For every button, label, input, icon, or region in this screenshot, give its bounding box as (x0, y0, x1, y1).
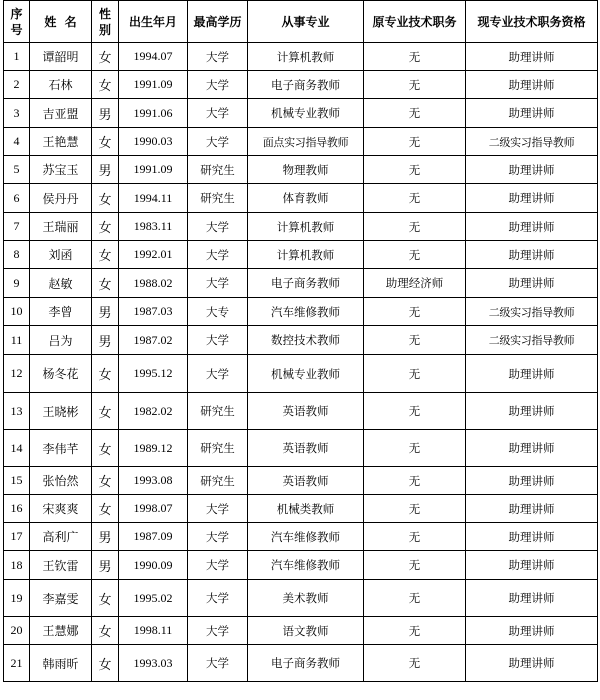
cell-name: 王艳慧 (30, 128, 92, 156)
cell-gender: 女 (92, 71, 119, 99)
cell-major: 机械专业教师 (248, 99, 364, 128)
cell-original-title: 无 (364, 580, 466, 617)
cell-education: 大学 (188, 523, 248, 551)
table-row (4, 580, 598, 617)
cell-education: 大学 (188, 269, 248, 298)
header-seq: 序 号 (4, 1, 30, 43)
cell-name: 吉亚盟 (30, 99, 92, 128)
cell-education: 研究生 (188, 156, 248, 184)
cell-birth: 1987.09 (119, 523, 188, 551)
cell-major: 电子商务教师 (248, 269, 364, 298)
cell-original-title: 无 (364, 495, 466, 523)
cell-name: 吕为 (30, 326, 92, 355)
cell-name: 杨冬花 (30, 355, 92, 393)
cell-original-title: 无 (364, 298, 466, 326)
cell-seq: 1 (4, 43, 30, 71)
cell-birth: 1988.02 (119, 269, 188, 298)
cell-birth: 1993.03 (119, 645, 188, 682)
cell-education: 大学 (188, 551, 248, 580)
cell-birth: 1994.11 (119, 184, 188, 213)
cell-gender: 女 (92, 430, 119, 467)
cell-gender: 女 (92, 241, 119, 269)
table-row (4, 430, 598, 467)
cell-major: 汽车维修教师 (248, 551, 364, 580)
cell-seq: 9 (4, 269, 30, 298)
table-row (4, 326, 598, 355)
table-body (4, 43, 598, 682)
cell-major: 计算机教师 (248, 241, 364, 269)
cell-current-title: 助理讲师 (466, 551, 598, 580)
cell-gender: 女 (92, 213, 119, 241)
cell-seq: 4 (4, 128, 30, 156)
cell-gender: 男 (92, 523, 119, 551)
table-row (4, 99, 598, 128)
cell-birth: 1991.06 (119, 99, 188, 128)
cell-gender: 女 (92, 467, 119, 495)
cell-original-title: 无 (364, 645, 466, 682)
cell-seq: 16 (4, 495, 30, 523)
header-current-title: 现专业技术职务资格 (466, 1, 598, 43)
cell-original-title: 无 (364, 467, 466, 495)
cell-name: 刘函 (30, 241, 92, 269)
cell-education: 大学 (188, 617, 248, 645)
cell-major: 语文教师 (248, 617, 364, 645)
cell-seq: 10 (4, 298, 30, 326)
cell-major: 计算机教师 (248, 213, 364, 241)
cell-seq: 19 (4, 580, 30, 617)
cell-original-title: 无 (364, 326, 466, 355)
cell-seq: 17 (4, 523, 30, 551)
cell-name: 王钦雷 (30, 551, 92, 580)
cell-current-title: 助理讲师 (466, 580, 598, 617)
cell-major: 机械类教师 (248, 495, 364, 523)
cell-education: 大学 (188, 71, 248, 99)
cell-gender: 女 (92, 355, 119, 393)
cell-current-title: 助理讲师 (466, 355, 598, 393)
cell-current-title: 助理讲师 (466, 184, 598, 213)
cell-seq: 5 (4, 156, 30, 184)
cell-education: 大学 (188, 326, 248, 355)
header-original-title: 原专业技术职务 (364, 1, 466, 43)
cell-birth: 1998.11 (119, 617, 188, 645)
cell-birth: 1991.09 (119, 156, 188, 184)
cell-current-title: 二级实习指导教师 (466, 298, 598, 326)
cell-name: 宋爽爽 (30, 495, 92, 523)
cell-original-title: 助理经济师 (364, 269, 466, 298)
cell-education: 大学 (188, 43, 248, 71)
cell-birth: 1992.01 (119, 241, 188, 269)
cell-seq: 12 (4, 355, 30, 393)
cell-current-title: 助理讲师 (466, 269, 598, 298)
cell-name: 王晓彬 (30, 393, 92, 430)
cell-original-title: 无 (364, 430, 466, 467)
header-row (4, 1, 598, 43)
cell-birth: 1995.12 (119, 355, 188, 393)
cell-current-title: 助理讲师 (466, 523, 598, 551)
cell-education: 大学 (188, 645, 248, 682)
cell-gender: 女 (92, 269, 119, 298)
table-row (4, 269, 598, 298)
cell-name: 韩雨昕 (30, 645, 92, 682)
cell-birth: 1987.02 (119, 326, 188, 355)
cell-gender: 男 (92, 326, 119, 355)
cell-education: 大学 (188, 580, 248, 617)
table-row (4, 213, 598, 241)
cell-education: 研究生 (188, 184, 248, 213)
cell-current-title: 助理讲师 (466, 467, 598, 495)
cell-birth: 1998.07 (119, 495, 188, 523)
cell-birth: 1995.02 (119, 580, 188, 617)
cell-seq: 2 (4, 71, 30, 99)
cell-name: 王慧娜 (30, 617, 92, 645)
cell-major: 美术教师 (248, 580, 364, 617)
cell-major: 汽车维修教师 (248, 523, 364, 551)
cell-name: 赵敏 (30, 269, 92, 298)
cell-current-title: 助理讲师 (466, 71, 598, 99)
cell-gender: 男 (92, 156, 119, 184)
cell-current-title: 二级实习指导教师 (466, 128, 598, 156)
cell-name: 李伟芊 (30, 430, 92, 467)
cell-gender: 女 (92, 617, 119, 645)
cell-major: 面点实习指导教师 (248, 128, 364, 156)
cell-original-title: 无 (364, 393, 466, 430)
table-row (4, 298, 598, 326)
cell-gender: 女 (92, 495, 119, 523)
cell-original-title: 无 (364, 156, 466, 184)
cell-major: 英语教师 (248, 467, 364, 495)
header-major: 从事专业 (248, 1, 364, 43)
cell-gender: 女 (92, 43, 119, 71)
cell-birth: 1990.09 (119, 551, 188, 580)
cell-birth: 1982.02 (119, 393, 188, 430)
cell-major: 汽车维修教师 (248, 298, 364, 326)
cell-current-title: 助理讲师 (466, 645, 598, 682)
cell-seq: 14 (4, 430, 30, 467)
cell-current-title: 助理讲师 (466, 617, 598, 645)
table-row (4, 241, 598, 269)
table-row (4, 551, 598, 580)
cell-gender: 女 (92, 128, 119, 156)
cell-major: 英语教师 (248, 393, 364, 430)
cell-education: 大专 (188, 298, 248, 326)
cell-education: 大学 (188, 128, 248, 156)
header-education: 最高学历 (188, 1, 248, 43)
cell-gender: 女 (92, 393, 119, 430)
table-row (4, 156, 598, 184)
cell-education: 研究生 (188, 467, 248, 495)
cell-name: 谭韶明 (30, 43, 92, 71)
cell-current-title: 助理讲师 (466, 156, 598, 184)
cell-name: 高利广 (30, 523, 92, 551)
cell-birth: 1989.12 (119, 430, 188, 467)
cell-seq: 11 (4, 326, 30, 355)
cell-gender: 男 (92, 99, 119, 128)
cell-name: 苏宝玉 (30, 156, 92, 184)
cell-original-title: 无 (364, 355, 466, 393)
table-row (4, 645, 598, 682)
cell-original-title: 无 (364, 43, 466, 71)
cell-education: 大学 (188, 213, 248, 241)
cell-original-title: 无 (364, 71, 466, 99)
header-gender: 性 别 (92, 1, 119, 43)
cell-major: 数控技术教师 (248, 326, 364, 355)
cell-seq: 21 (4, 645, 30, 682)
cell-major: 计算机教师 (248, 43, 364, 71)
cell-gender: 女 (92, 184, 119, 213)
cell-current-title: 助理讲师 (466, 43, 598, 71)
cell-current-title: 助理讲师 (466, 393, 598, 430)
table-row (4, 71, 598, 99)
cell-original-title: 无 (364, 213, 466, 241)
cell-current-title: 二级实习指导教师 (466, 326, 598, 355)
cell-birth: 1990.03 (119, 128, 188, 156)
cell-name: 侯丹丹 (30, 184, 92, 213)
cell-gender: 女 (92, 580, 119, 617)
cell-birth: 1994.07 (119, 43, 188, 71)
header-name: 姓 名 (30, 1, 92, 43)
cell-education: 大学 (188, 99, 248, 128)
cell-seq: 7 (4, 213, 30, 241)
cell-name: 石林 (30, 71, 92, 99)
cell-seq: 15 (4, 467, 30, 495)
cell-education: 大学 (188, 241, 248, 269)
cell-original-title: 无 (364, 99, 466, 128)
cell-education: 研究生 (188, 393, 248, 430)
cell-original-title: 无 (364, 551, 466, 580)
cell-original-title: 无 (364, 241, 466, 269)
cell-major: 体育教师 (248, 184, 364, 213)
table-row (4, 393, 598, 430)
cell-current-title: 助理讲师 (466, 241, 598, 269)
cell-education: 大学 (188, 495, 248, 523)
cell-birth: 1991.09 (119, 71, 188, 99)
table-row (4, 495, 598, 523)
cell-original-title: 无 (364, 184, 466, 213)
cell-name: 李嘉雯 (30, 580, 92, 617)
table-row (4, 184, 598, 213)
cell-major: 英语教师 (248, 430, 364, 467)
cell-major: 电子商务教师 (248, 71, 364, 99)
cell-name: 李曾 (30, 298, 92, 326)
cell-seq: 13 (4, 393, 30, 430)
cell-seq: 18 (4, 551, 30, 580)
cell-gender: 男 (92, 551, 119, 580)
cell-major: 机械专业教师 (248, 355, 364, 393)
cell-name: 王瑞丽 (30, 213, 92, 241)
staff-title-table (3, 0, 598, 682)
cell-major: 物理教师 (248, 156, 364, 184)
cell-birth: 1987.03 (119, 298, 188, 326)
cell-seq: 6 (4, 184, 30, 213)
table-row (4, 523, 598, 551)
cell-current-title: 助理讲师 (466, 430, 598, 467)
cell-birth: 1993.08 (119, 467, 188, 495)
cell-original-title: 无 (364, 128, 466, 156)
cell-birth: 1983.11 (119, 213, 188, 241)
cell-current-title: 助理讲师 (466, 213, 598, 241)
cell-education: 大学 (188, 355, 248, 393)
cell-major: 电子商务教师 (248, 645, 364, 682)
table-row (4, 128, 598, 156)
table-row (4, 617, 598, 645)
table-row (4, 355, 598, 393)
cell-name: 张怡然 (30, 467, 92, 495)
cell-seq: 8 (4, 241, 30, 269)
cell-education: 研究生 (188, 430, 248, 467)
table-row (4, 467, 598, 495)
cell-gender: 女 (92, 645, 119, 682)
cell-original-title: 无 (364, 523, 466, 551)
cell-current-title: 助理讲师 (466, 495, 598, 523)
cell-gender: 男 (92, 298, 119, 326)
cell-original-title: 无 (364, 617, 466, 645)
cell-seq: 3 (4, 99, 30, 128)
cell-current-title: 助理讲师 (466, 99, 598, 128)
table-row (4, 43, 598, 71)
header-birth: 出生年月 (119, 1, 188, 43)
cell-seq: 20 (4, 617, 30, 645)
